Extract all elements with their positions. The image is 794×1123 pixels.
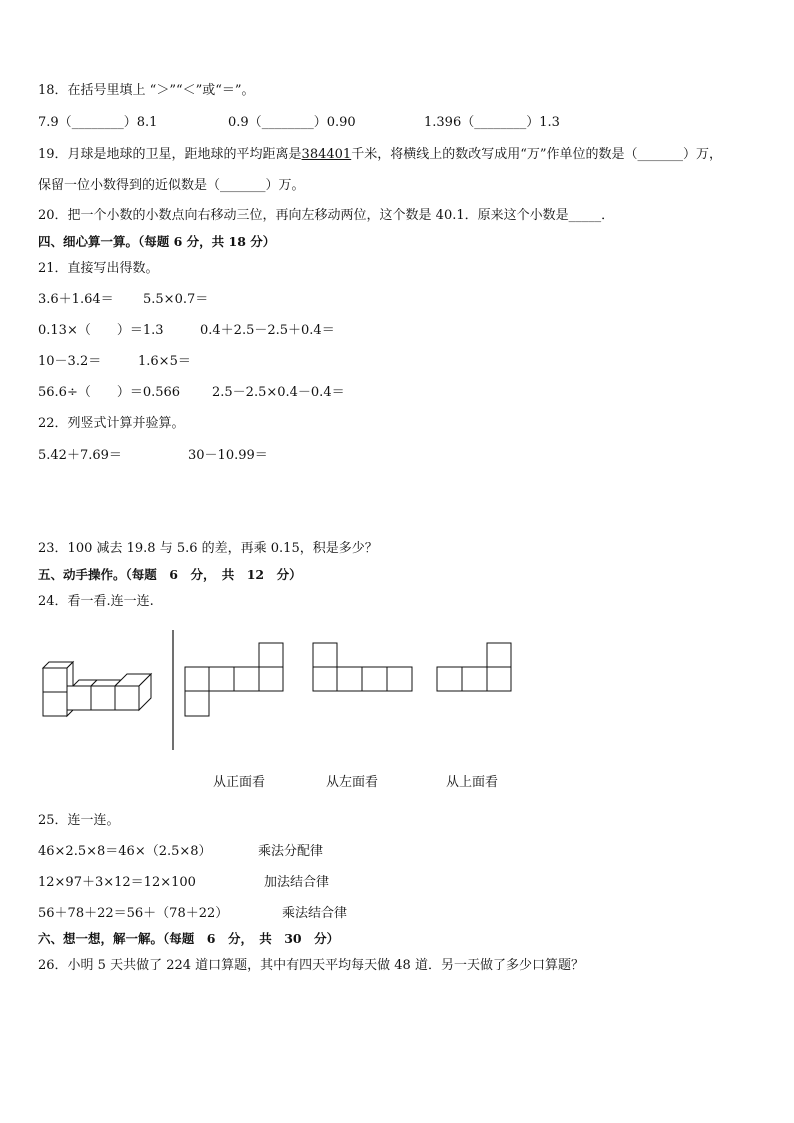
q21-r1-b: 5.5×0.7＝ [143,292,209,307]
q18-item-2-left: 0.9（ [228,115,262,130]
q20-text: 20．把一个小数的小数点向右移动三位，再向左移动两位，这个数是 40.1．原来这个小数是_____． [38,208,615,223]
view-grid-c[interactable] [437,643,511,691]
q18-item-1-left: 7.9（ [38,115,72,130]
cube-solid-figure [43,662,151,716]
q19-part-2: 千米，将横线上的数改写成用“万”作单位的数是（_______）万， [351,147,722,162]
section-4-heading: 四、细心算一算。（每题 6 分，共 18 分） [38,234,276,249]
q23-text: 23．100 减去 19.8 与 5.6 的差，再乘 0.15，积是多少？ [38,541,378,556]
view-label-left[interactable]: 从左面看 [326,775,379,790]
q18-item-1-blank[interactable]: ________ [71,115,124,130]
q22-stem: 22．列竖式计算并验算。 [38,416,185,431]
q21-r3-b: 1.6×5＝ [138,354,191,369]
q21-r2-a: 0.13×（ ）＝1.3 [38,323,164,338]
view-grid-b[interactable] [313,643,412,691]
q22-item-1: 5.42＋7.69＝ [38,448,122,463]
q21-r2-b: 0.4＋2.5－2.5＋0.4＝ [200,323,335,338]
q25-left-1[interactable]: 46×2.5×8＝46×（2.5×8） [38,844,212,859]
q21-stem: 21．直接写出得数。 [38,261,159,276]
q21-r4-a: 56.6÷（ ）＝0.566 [38,385,181,400]
q18-stem: 18．在括号里填上 “＞”“＜”或“＝”。 [38,83,255,98]
q25-left-3[interactable]: 56＋78＋22＝56＋（78＋22） [38,906,229,921]
q19-part-1: 19．月球是地球的卫星，距地球的平均距离是 [38,147,302,162]
q22-item-2: 30－10.99＝ [188,448,268,463]
q19-number: 384401 [301,147,352,162]
q21-r4-b: 2.5－2.5×0.4－0.4＝ [212,385,345,400]
section-6-heading: 六、想一想，解一解。（每题 6 分， 共 30 分） [38,931,340,946]
q18-item-2-blank[interactable]: ________ [261,115,314,130]
q18-item-3-right: ）1.3 [526,115,560,130]
q25-right-1[interactable]: 乘法分配律 [258,844,324,859]
q18-item-1-right: ）8.1 [123,115,158,130]
q25-stem: 25．连一连。 [38,813,120,828]
q21-r3-a: 10－3.2＝ [38,354,102,369]
q18-item-3-left: 1.396（ [424,115,475,130]
q18-item-3-blank[interactable]: ________ [474,115,527,130]
q25-right-2[interactable]: 加法结合律 [264,875,330,890]
view-label-front[interactable]: 从正面看 [213,775,266,790]
q25-right-3[interactable]: 乘法结合律 [282,906,348,921]
q25-left-2[interactable]: 12×97＋3×12＝12×100 [38,875,196,890]
q26-text: 26．小明 5 天共做了 224 道口算题，其中有四天平均每天做 48 道．另一天做了多少口算题？ [38,958,584,973]
view-label-top[interactable]: 从上面看 [446,775,499,790]
q18-item-2-right: ）0.90 [313,115,356,130]
q21-r1-a: 3.6＋1.64＝ [38,292,114,307]
section-5-heading: 五、动手操作。（每题 6 分， 共 12 分） [38,567,302,582]
q19-line-2: 保留一位小数得到的近似数是（_______）万。 [38,178,305,193]
view-grid-a[interactable] [185,643,283,716]
q24-stem: 24．看一看.连一连. [38,594,154,609]
